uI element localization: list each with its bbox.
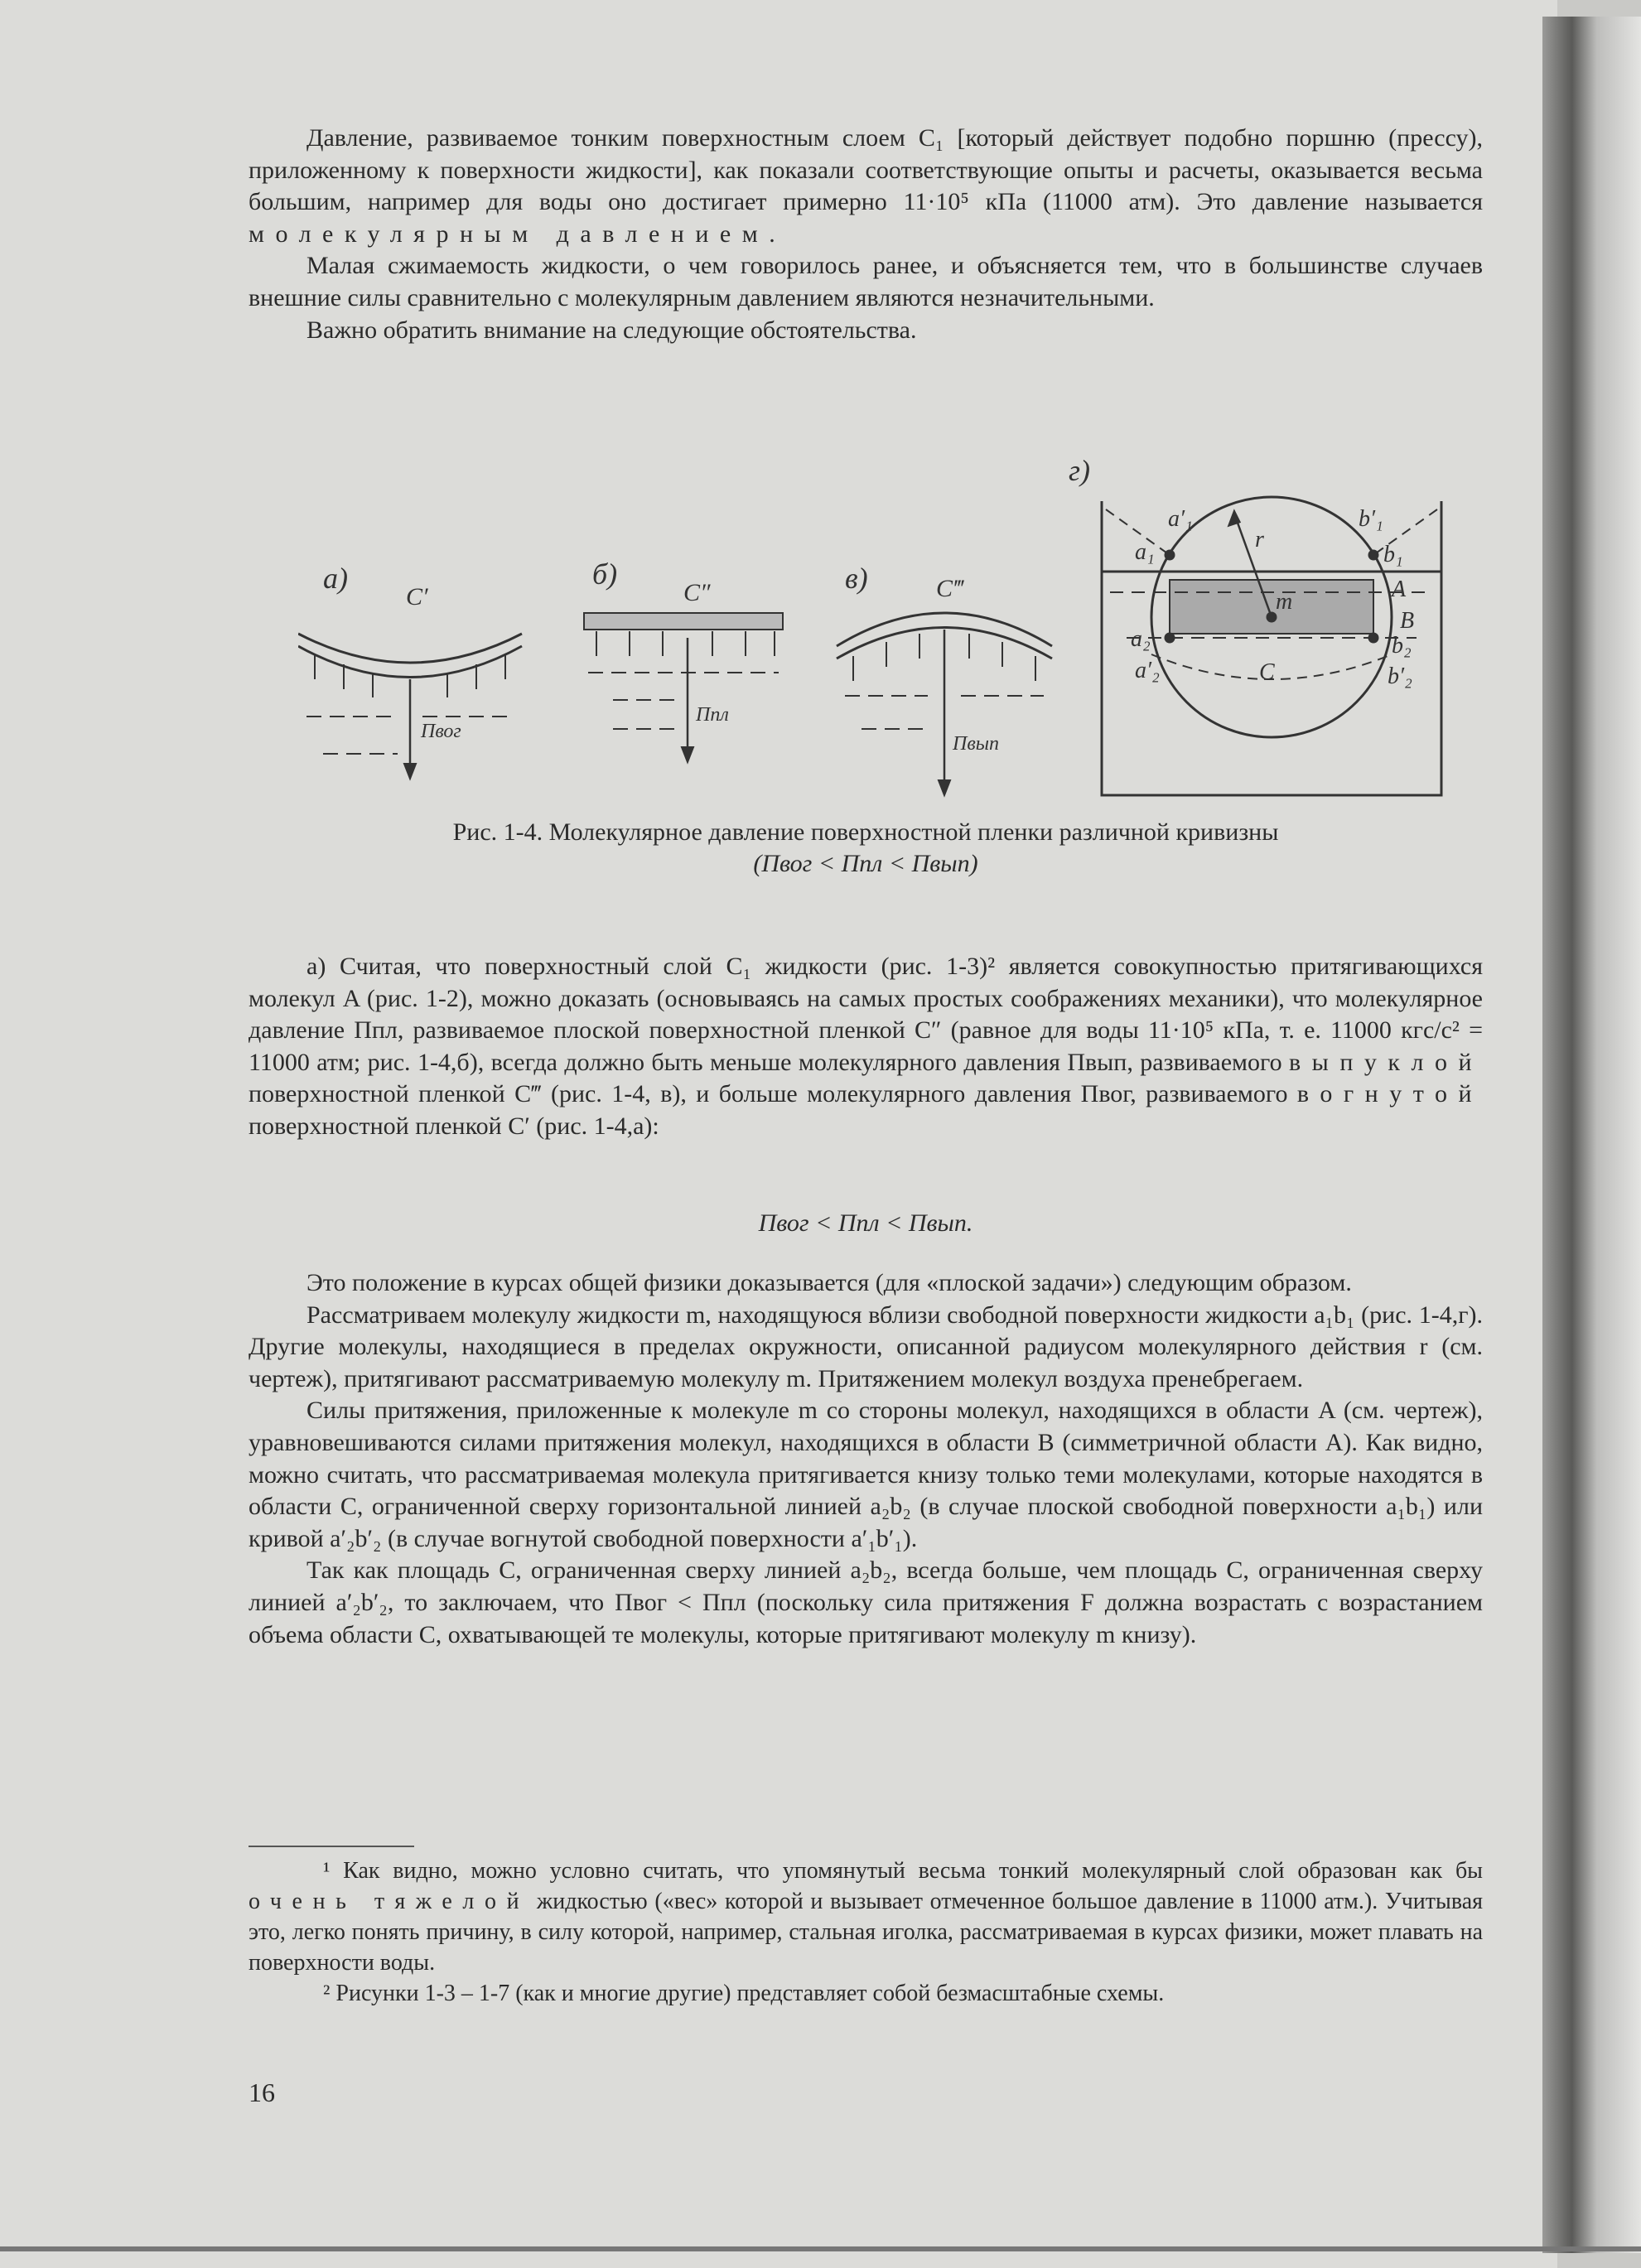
label-region-c: C — [1259, 659, 1275, 685]
label-a1-prime: a′₁ — [1168, 506, 1193, 532]
label-a2-prime: a′₂ — [1135, 658, 1160, 683]
label-p-flat: Ппл — [696, 704, 729, 726]
pressure-arrowhead — [682, 747, 693, 762]
label-region-b: B — [1400, 608, 1415, 634]
point — [1369, 634, 1378, 642]
caption-line-2: (Пвог < Ппл < Пвып) — [753, 850, 978, 877]
molecule-m — [1267, 613, 1276, 621]
term-convex: выпуклой — [1289, 1048, 1483, 1076]
figure-panel-v — [837, 613, 1052, 795]
panel-label-a: а) — [323, 562, 348, 595]
label-a2: a₂ — [1131, 626, 1151, 652]
scan-bottom-edge — [0, 2246, 1641, 2251]
paragraph-conclusion: Так как площадь C, ограниченная сверху линией a₂b₂, всегда больше, чем площадь C, ограниченная сверху линией a′₂b′₂, то заключаем, что Пвог < Ппл (поскольку сила притяжения F должна возрастать с возрастанием объема области C, охватывающей те молекулы, которые притягивают молекулу m книзу). — [249, 1556, 1483, 1648]
label-r: r — [1255, 527, 1264, 553]
caption-line-1: Рис. 1-4. Молекулярное давление поверхностной пленки различной кривизны — [452, 818, 1279, 846]
label-a1: a₁ — [1135, 539, 1155, 565]
figure-panel-a — [298, 634, 522, 779]
flat-film — [584, 613, 783, 630]
bottom-text — [249, 1267, 1483, 1651]
figure-1-4 — [298, 439, 1458, 803]
footnote-1-part-a: ¹ Как видно, можно условно считать, что упомянутый весьма тонкий молекулярный слой образован как бы — [323, 1858, 1483, 1884]
label-c-triple-prime: C‴ — [936, 575, 963, 602]
term-concave: вогнутой — [1296, 1080, 1483, 1108]
paragraph-a-part-2: поверхностной пленкой C‴ (рис. 1-4, в), и больше молекулярного давления Пвог, развиваемого — [249, 1080, 1288, 1108]
region-a-b-band — [1170, 580, 1373, 634]
label-c-double-prime: C″ — [683, 579, 711, 606]
footnotes — [249, 1855, 1483, 2009]
radius-arrowhead — [1229, 512, 1239, 525]
footnote-separator — [249, 1846, 414, 1847]
label-b1: b₁ — [1383, 542, 1403, 567]
paragraph-a-block — [249, 951, 1483, 1143]
footnote-2: ² Рисунки 1-3 – 1-7 (как и многие другие) представляет собой безмасштабные схемы. — [323, 1981, 1165, 2006]
concave-film-top — [298, 634, 522, 663]
point — [1166, 634, 1174, 642]
formula-inequality: Пвог < Ппл < Пвып. — [758, 1209, 973, 1237]
panel-label-b: б) — [592, 557, 618, 591]
paragraph-proof-intro: Это положение в курсах общей физики доказывается (для «плоской задачи») следующим образом. — [306, 1269, 1352, 1296]
label-m: m — [1276, 589, 1293, 615]
pressure-arrowhead — [404, 764, 416, 779]
footnote-1 — [249, 1855, 1483, 1978]
label-region-a: A — [1392, 577, 1407, 602]
panel-label-g: г) — [1069, 454, 1091, 487]
label-p-convex: Пвып — [953, 733, 1000, 755]
paragraph-pressure-text: Давление, развиваемое тонким поверхностным слоем C₁ [который действует подобно поршню (прессу), приложенному к поверхности жидкости], как показали соответствующие опыты и расчеты, оказывается весьма большим, например для воды оно достигает примерно 11·10⁵ кПа (11000 атм). Это давление называется — [249, 124, 1483, 216]
label-p-concave: Пвог — [421, 721, 461, 742]
label-b2: b₂ — [1392, 633, 1412, 659]
label-b2-prime: b′₂ — [1388, 664, 1412, 689]
paragraph-pressure — [249, 123, 1483, 250]
point — [1369, 551, 1378, 559]
page-edge-shadow — [1542, 17, 1641, 2253]
paragraph-important: Важно обратить внимание на следующие обстоятельства. — [306, 316, 917, 344]
footnote-1-part-b: жидкостью («вес» которой и вызывает отмеченное большое давление в 11000 атм.). Учитывая это, легко понять причину, в силу которой, например, стальная иголка, рассматриваемая в курсах физики, может плавать на поверхности воды. — [249, 1889, 1483, 1976]
term-molecular-pressure: молекулярным давлением. — [249, 220, 787, 248]
paragraph-a-part-3: поверхностной пленкой C′ (рис. 1-4,а): — [249, 1112, 659, 1140]
footnote-1-spaced: очень тяжелой — [249, 1889, 530, 1914]
figure-panel-b — [584, 613, 783, 762]
label-b1-prime: b′₁ — [1359, 506, 1383, 532]
paragraph-compressibility: Малая сжимаемость жидкости, о чем говорилось ранее, и объясняется тем, что в большинстве случаев внешние силы сравнительно с молекулярным давлением являются незначительными. — [249, 252, 1483, 311]
label-c-prime: C′ — [406, 583, 428, 610]
paragraph-molecule-m: Рассматриваем молекулу жидкости m, находящуюся вблизи свободной поверхности жидкости a₁b₁ (рис. 1-4,г). Другие молекулы, находящиеся в пределах окружности, описанной радиусом молекулярного действия r (см. чертеж), притягивают рассматриваемую молекулу m. Притяжением молекул воздуха пренебрегаем. — [249, 1300, 1483, 1392]
page-number: 16 — [249, 2077, 275, 2107]
paragraph-a-part-1: а) Считая, что поверхностный слой C₁ жидкости (рис. 1-3)² является совокупностью притягивающихся молекул A (рис. 1-2), можно доказать (основываясь на самых простых соображениях механики), что молекулярное давление Ппл, развиваемое плоской поверхностной пленкой C″ (равное для воды 11·10⁵ кПа, т. е. 11000 кгс/с² = 11000 атм; рис. 1-4,б), всегда должно быть меньше молекулярного давления Пвып, развиваемого — [249, 953, 1483, 1076]
paragraph-a — [249, 951, 1483, 1143]
top-text — [249, 123, 1483, 346]
panel-label-v: в) — [845, 562, 868, 595]
point — [1166, 551, 1174, 559]
paragraph-attraction-forces: Силы притяжения, приложенные к молекуле m со стороны молекул, находящихся в области A (см. чертеж), уравновешиваются силами притяжения молекул, находящихся в области B (симметричной области A). Как видно, можно считать, что рассматриваемая молекула притягивается книзу только теми молекулами, которые находятся в области C, ограниченной сверху горизонтальной линией a₂b₂ (в случае плоской свободной поверхности a₁b₁) или кривой a′₂b′₂ (в случае вогнутой свободной поверхности a′₁b′₁). — [249, 1397, 1483, 1552]
pressure-arrowhead — [939, 780, 950, 795]
figure-caption — [249, 817, 1483, 880]
